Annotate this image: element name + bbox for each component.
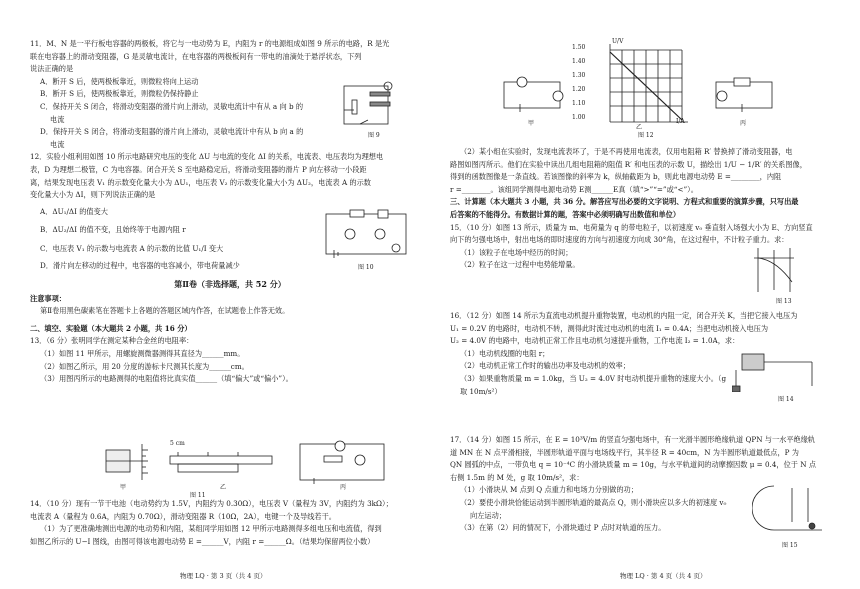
q12-option-a: A．ΔU₁/ΔI 的值变大 (40, 206, 108, 216)
figure-10-circuit (320, 208, 412, 260)
q14-stem: 电流表 A（量程为 0.6A，内阻为 0.70Ω），滑动变阻器 R（10Ω，2A），电键一个及导线若干。 (30, 511, 336, 521)
notice-text: 第Ⅱ卷用黑色碳素笔在答题卡上各题的答题区域内作答，在试题卷上作答无效。 (40, 306, 290, 316)
figure-9-circuit (340, 80, 410, 132)
caliper-scale-label: 5 cm (170, 440, 185, 447)
q12-stem: 12．实验小组利用如图 10 所示电路研究电压的变化 ΔU 与电流的变化 ΔI 的关系，电流表、电压表均为理想电 (30, 152, 384, 162)
y-tick: 1.30 (572, 72, 586, 79)
q11-option-c: 电流 (50, 114, 65, 124)
label-bing: 丙 (740, 120, 747, 127)
q17-sub3: （3）在第（2）问的情况下，小滑块通过 P 点时对轨道的压力。 (460, 523, 666, 533)
q12-stem: 变化量大小为 ΔI，则下列说法正确的是 (30, 190, 156, 200)
q14-stem: 如图乙所示的 U−I 图线，由图可得该电源电动势 E =______V，内阻 r =______Ω。（结果均保留两位小数） (30, 536, 375, 546)
q14-part2: 得到的函数图像是一条直线。若该图像的斜率为 k，纵轴截距为 b，则此电源电动势 E =________，内阻 (450, 172, 782, 182)
figure-15-caption: 图 15 (782, 542, 798, 549)
q16-sub1: （1）电动机线圈的电阻 r； (460, 348, 550, 358)
q14-block (30, 498, 430, 548)
q11-option-a: A．断开 S 后，使两极板靠近，则微粒将向上运动 (40, 76, 199, 86)
q16-sub3: （3）如果重物质量 m = 1.0kg，当 U₂ = 4.0V 时电动机提升重物的速度大小。（g (460, 373, 727, 383)
notice-heading: 注意事项： (30, 293, 66, 303)
q15-stem: 15．（10 分）如图 13 所示，质量为 m、电荷量为 q 的带电粒子，以初速度 v₀ 垂直射入场强大小为 E、方向竖直 (450, 222, 813, 232)
q14-stem: 14．（10 分）现有一节干电池（电动势约为 1.5V，内阻约为 0.30Ω），电压表 V（量程为 3V，内阻约为 3kΩ）； (30, 499, 393, 508)
q11-stem: 11．M、N 是一平行板电容器的两极板，将它与一电动势为 E，内阻为 r 的电源组成如图 9 所示的电路，R 是光 (30, 39, 390, 48)
q11-option-d: D．保持开关 S 闭合，将滑动变阻器的滑片向上滑动，灵敏电流计中有从 b 向 a 的 (40, 127, 304, 137)
q11-stem: 联在电容器上的滑动变阻器，G 是灵敏电流计，在电容器的两极板间有一带电的油滴处于悬浮状态，下列 (30, 51, 362, 61)
label-yi: 乙 (636, 124, 643, 131)
q15-stem: 向下的匀强电场中，射出电场的即时速度的方向与初速度方向成 30°角，在这过程中，不计粒子重力。求： (450, 235, 789, 245)
y-tick: 1.50 (572, 44, 586, 51)
vernier-caliper-figure (168, 446, 274, 482)
y-axis-label: U/V (612, 38, 624, 45)
section-3-heading: 后答案的不能得分。有数据计算的题，答案中必须明确写出数值和单位） (450, 209, 681, 219)
q11-option-d: 电流 (50, 139, 65, 149)
y-tick: 1.40 (572, 58, 586, 65)
q17-stem: 右侧 1.5m 的 M 处，g 取 10m/s²，求： (450, 472, 584, 482)
q13-sub1: （1）如图 11 甲所示，用螺旋测微器测得其直径为______mm。 (40, 349, 245, 359)
micrometer-figure (102, 440, 162, 484)
q11-option-b: B．断开 S 后，使两极板靠近，则微粒仍保持静止 (40, 89, 199, 99)
label-bing: 丙 (340, 484, 347, 491)
q15-sub2: （2）粒子在这一过程中电势能增量。 (460, 260, 580, 270)
q11-stem: 说法正确的是 (30, 64, 74, 74)
section-2-heading: 二、填空、实验题（本大题共 2 小题，共 16 分） (30, 323, 192, 333)
q12-stem: 离，结果发现电压表 V₁ 的示数变化量大小为 ΔU₁，电压表 V₂ 的示数变化量大小为 ΔU₂，电流表 A 的示数 (30, 177, 371, 187)
label-yi: 乙 (220, 484, 227, 491)
q12-option-b: B．ΔU₂/ΔI 的值不变，且始终等于电源内阻 r (40, 225, 186, 235)
figure-9-caption: 图 9 (368, 132, 380, 139)
q14-stem: （1）为了更准确地测出电源的电动势和内阻，某组同学用如图 12 甲所示电路测得多组电压和电流值，得到 (40, 524, 382, 534)
q14-part2: r =________。该组同学测得电源电动势 E测______E真（填“>”“=”或“<”）。 (450, 184, 698, 194)
figure-11-caption: 图 11 (190, 492, 206, 499)
q14-part2: （2）某小组在实验时，发现电流表坏了，于是不再使用电流表，仅用电阻箱 R′ 替换掉了滑动变阻器，电 (460, 147, 793, 156)
figure-13-field (752, 246, 798, 294)
q17-sub2: 向左运动； (470, 510, 506, 520)
label-jia: 甲 (120, 484, 127, 491)
q14-part2: 路图如图丙所示。他们在实验中读出几组电阻箱的阻值 R′ 和电压表的示数 U，描绘出 1/U − 1/R′ 的关系图像， (450, 159, 807, 169)
label-jia: 甲 (528, 120, 535, 127)
q16-stem: U₂ = 4.0V 的电路中，电动机正常工作且电动机匀速提升重物，工作电流 I₂ = 1.0A，求： (450, 336, 740, 346)
q17-sub2: （2）要使小滑块恰能运动到半圆形轨道的最高点 Q，则小滑块应以多大的初速度 v₀ (460, 497, 727, 507)
page-footer-left: 物理 LQ · 第 3 页（共 4 页） (180, 572, 267, 580)
q17-stem: 道 MN 在 N 点平滑相接，半圆形轨道平面与电场线平行，其半径 R = 40cm，N 为半圆形轨道最低点，P 为 (450, 447, 799, 457)
q12-stem: 表，D 为理想二极管，C 为电容器。闭合开关 S 至电路稳定后，将滑动变阻器的滑片 P 向左移动一小段距 (30, 164, 367, 174)
figure-13-caption: 图 13 (776, 298, 792, 305)
figure-14-caption: 图 14 (778, 396, 794, 403)
q16-stem: 16．（12 分）如图 14 所示为直流电动机提升重物装置，电动机的内阻一定，闭合开关 K，当把它接入电压为 (450, 311, 798, 320)
figure-12-jia-circuit (500, 74, 564, 114)
q13-sub2: （2）如图乙所示，用 20 分度的游标卡尺测其长度为______cm。 (40, 361, 249, 371)
q13-stem: 13．（6 分）张明同学在测定某种合金丝的电阻率： (30, 336, 194, 346)
x-axis-label: I/A (676, 118, 685, 125)
page-footer-right: 物理 LQ · 第 4 页（共 4 页） (620, 572, 707, 580)
q12-option-d: D．滑片向左移动的过程中，电容器的电容减小，带电荷量减少 (40, 260, 240, 270)
q16-stem: U₁ = 0.2V 的电路时，电动机不转，测得此时流过电动机的电流 I₁ = 0.4A；当把电动机接入电压为 (450, 323, 769, 333)
q16-sub2: （2）电动机正常工作时的输出功率及电动机的效率； (460, 361, 630, 371)
figure-10-caption: 图 10 (358, 264, 374, 271)
figure-12-bing-circuit (712, 74, 776, 114)
q17-sub1: （1）小滑块从 M 点到 Q 点重力和电场力分别做的功； (460, 485, 638, 495)
y-tick: 1.10 (572, 100, 586, 107)
q12-option-c: C．电压表 V₁ 的示数与电流表 A 的示数的比值 U₁/I 变大 (40, 243, 224, 253)
section-3-heading: 三、计算题（本大题共 3 小题，共 36 分。解答应写出必要的文字说明、方程式和重要的演算步骤，只写出最 (450, 197, 799, 207)
y-tick: 1.00 (572, 114, 586, 121)
q13-sub3: （3）用图丙所示的电路测得的电阻值将比真实值______（填“偏大”或“偏小”）。 (40, 374, 293, 384)
figure-11-circuit (294, 440, 390, 484)
q16-sub3: 取 10m/s²） (460, 386, 502, 396)
figure-15-track (752, 482, 824, 538)
figure-12-caption: 图 12 (638, 132, 654, 139)
q17-stem: QN 圆弧的中点，一带负电 q = 10⁻⁴C 的小滑块质量 m = 10g，与水平轨道间的动摩擦因数 μ = 0.4，位于 N 点 (450, 460, 817, 470)
q11-option-c: C．保持开关 S 闭合，将滑动变阻器的滑片向上滑动，灵敏电流计中有从 a 向 b 的 (40, 101, 304, 111)
part2-title: 第Ⅱ卷（非选择题，共 52 分） (174, 279, 286, 290)
y-tick: 1.20 (572, 86, 586, 93)
figure-14-motor (732, 352, 818, 392)
q15-sub1: （1）该粒子在电场中经历的时间； (460, 247, 573, 257)
q17-stem: 17．（14 分）如图 15 所示，在 E = 10³V/m 的竖直匀强电场中，有一光滑半圆形绝缘轨道 QPN 与一水平绝缘轨 (450, 435, 816, 444)
